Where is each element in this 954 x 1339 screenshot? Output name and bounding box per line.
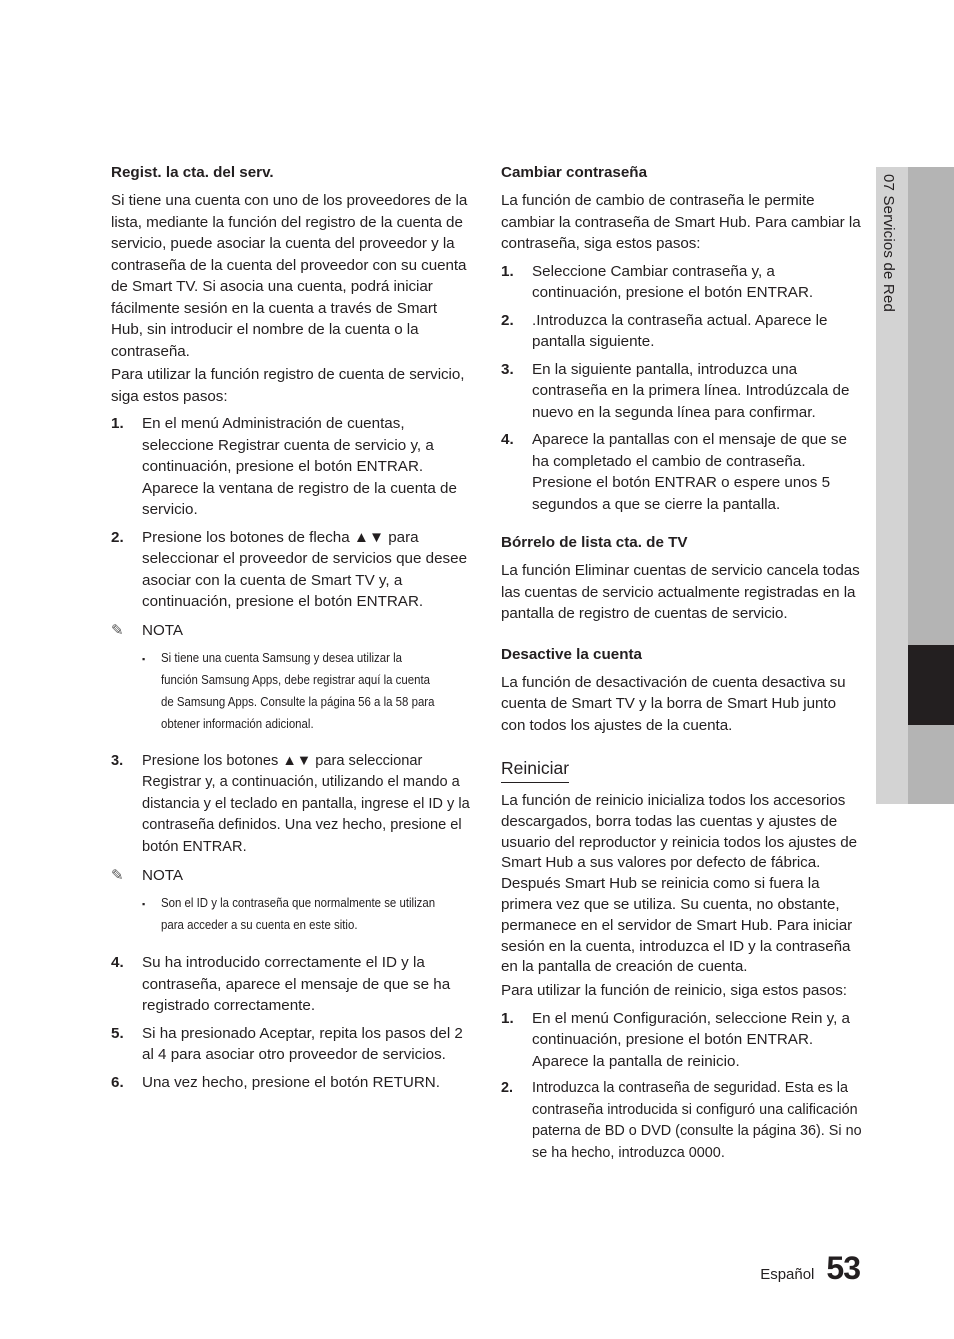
list-item: 1. En el menú Configuración, seleccione Rein y, a continuación, presione el botón ENTRAR. Aparece la pantalla de reinicio. <box>501 1009 850 1070</box>
section-heading-desactive: Desactive la cuenta <box>501 645 642 663</box>
list-item: 3. En la siguiente pantalla, introduzca una contraseña en la primera línea. Introdúzcala de nuevo en la segunda línea para confirmar. <box>501 360 850 421</box>
chapter-tab-label: 07 Servicios de Red <box>880 174 897 313</box>
note-label: NOTA <box>142 867 184 884</box>
note-box <box>111 621 473 735</box>
regist-instructions: Para utilizar la función registro de cuenta de servicio, siga estos pasos: <box>111 366 465 405</box>
pencil-icon: ✎ <box>111 867 124 884</box>
page-number: 53 <box>826 1250 860 1286</box>
note-label: NOTA <box>142 621 184 639</box>
reiniciar-intro: La función de reinicio inicializa todos los accesorios descargados, borra todas las cuentas y ajustes de usuario del reproductor y reinicia todos los ajustes de Smart Hub a sus valores por defecto de fábrica. Después Smart Hub se reinicia como si fuera la primera vez que se utiliza. Su cuenta, no obstante, permanece en el servidor de Smart Hub. Para iniciar sesión en la cuenta, introduzca el ID y la contraseña en la pantalla de creación de cuenta. <box>501 792 858 976</box>
borrelo-text: La función Eliminar cuentas de servicio cancela todas las cuentas de servicio actualmente registradas en la pantalla de registro de cuentas de servicio. <box>501 562 860 622</box>
pencil-icon: ✎ <box>111 621 124 639</box>
list-item: 1. En el menú Administración de cuentas, seleccione Registrar cuenta de servicio y, a continuación, presione el botón ENTRAR. Aparece la ventana de registro de la cuenta de servicio. <box>111 415 457 518</box>
note-text: Si tiene una cuenta Samsung y desea utilizar la función Samsung Apps, debe registrar aquí la cuenta de Samsung Apps. Consulte la página 56 a la 58 para obtener información adicional. <box>161 649 435 731</box>
page-footer <box>760 1250 860 1287</box>
list-item: 4. Aparece la pantallas con el mensaje de que se ha completado el cambio de contraseña. Presione el botón ENTRAR o espere unos 5 segundos a que se cierre la pantalla. <box>501 431 847 513</box>
cambiar-steps <box>501 261 863 516</box>
section-heading-cambiar: Cambiar contraseña <box>501 164 648 181</box>
regist-steps-end <box>111 952 473 1093</box>
chapter-tab-marker <box>908 645 954 725</box>
list-item: 2. Presione los botones de flecha ▲▼ para seleccionar el proveedor de servicios que desee asociar con la cuenta de Smart TV y, a continuación, presione el botón ENTRAR. <box>111 528 468 610</box>
section-heading-borrelo: Bórrelo de lista cta. de TV <box>501 534 688 551</box>
list-item: 4. Su ha introducido correctamente el ID y la contraseña, aparece el mensaje de que se ha registrado correctamente. <box>111 954 451 1014</box>
list-item: 2. Introduzca la contraseña de seguridad. Esta es la contraseña introducida si configuró una calificación paterna de BD o DVD (consulte la página 36). Si no se ha hecho, introduzca 0000. <box>501 1080 862 1161</box>
regist-steps-cont <box>111 751 473 859</box>
regist-intro: Si tiene una cuenta con uno de los proveedores de la lista, mediante la función del registro de la cuenta de servicio, puede asociar la cuenta del proveedor y la contraseña de la cuenta del proveedor con su cuenta de Smart TV. Si asocia una cuenta, podrá iniciar fácilmente sesión en la cuenta a través de Smart Hub, sin introducir el nombre de la cuenta o la contraseña. <box>111 192 468 360</box>
reiniciar-instructions: Para utilizar la función de reinicio, siga estos pasos: <box>501 982 847 1000</box>
list-item: 3. Presione los botones ▲▼ para seleccionar Registrar y, a continuación, utilizando el mando a distancia y el teclado en pantalla, ingrese el ID y la contraseña definidos. Una vez hecho, presione el botón ENTRAR. <box>111 752 470 855</box>
cambiar-intro: La función de cambio de contraseña le permite cambiar la contraseña de Smart Hub. Para cambiar la contraseña, siga estos pasos: <box>501 192 861 252</box>
bullet-icon: ▪ <box>142 653 146 664</box>
list-item: 5. Si ha presionado Aceptar, repita los pasos del 2 al 4 para asociar otro proveedor de servicios. <box>111 1024 463 1063</box>
section-heading-regist: Regist. la cta. del serv. <box>111 164 274 181</box>
left-column <box>111 163 473 1099</box>
list-item: 1. Seleccione Cambiar contraseña y, a continuación, presione el botón ENTRAR. <box>501 262 814 301</box>
list-item: 6. Una vez hecho, presione el botón RETURN. <box>111 1073 441 1091</box>
right-column <box>501 163 863 1170</box>
note-box <box>111 866 473 936</box>
section-heading-reiniciar: Reiniciar <box>501 758 569 783</box>
bullet-icon: ▪ <box>142 899 146 909</box>
desactive-text: La función de desactivación de cuenta desactiva su cuenta de Smart TV y la borra de Smart Hub junto con todos los ajustes de la cuenta. <box>501 673 846 734</box>
list-item: 2. .Introduzca la contraseña actual. Aparece le pantalla siguiente. <box>501 311 828 350</box>
reiniciar-steps <box>501 1008 863 1165</box>
regist-steps <box>111 413 473 613</box>
footer-language: Español <box>760 1266 815 1283</box>
note-text: Son el ID y la contraseña que normalmente se utilizan para acceder a su cuenta en este sitio. <box>161 895 436 932</box>
